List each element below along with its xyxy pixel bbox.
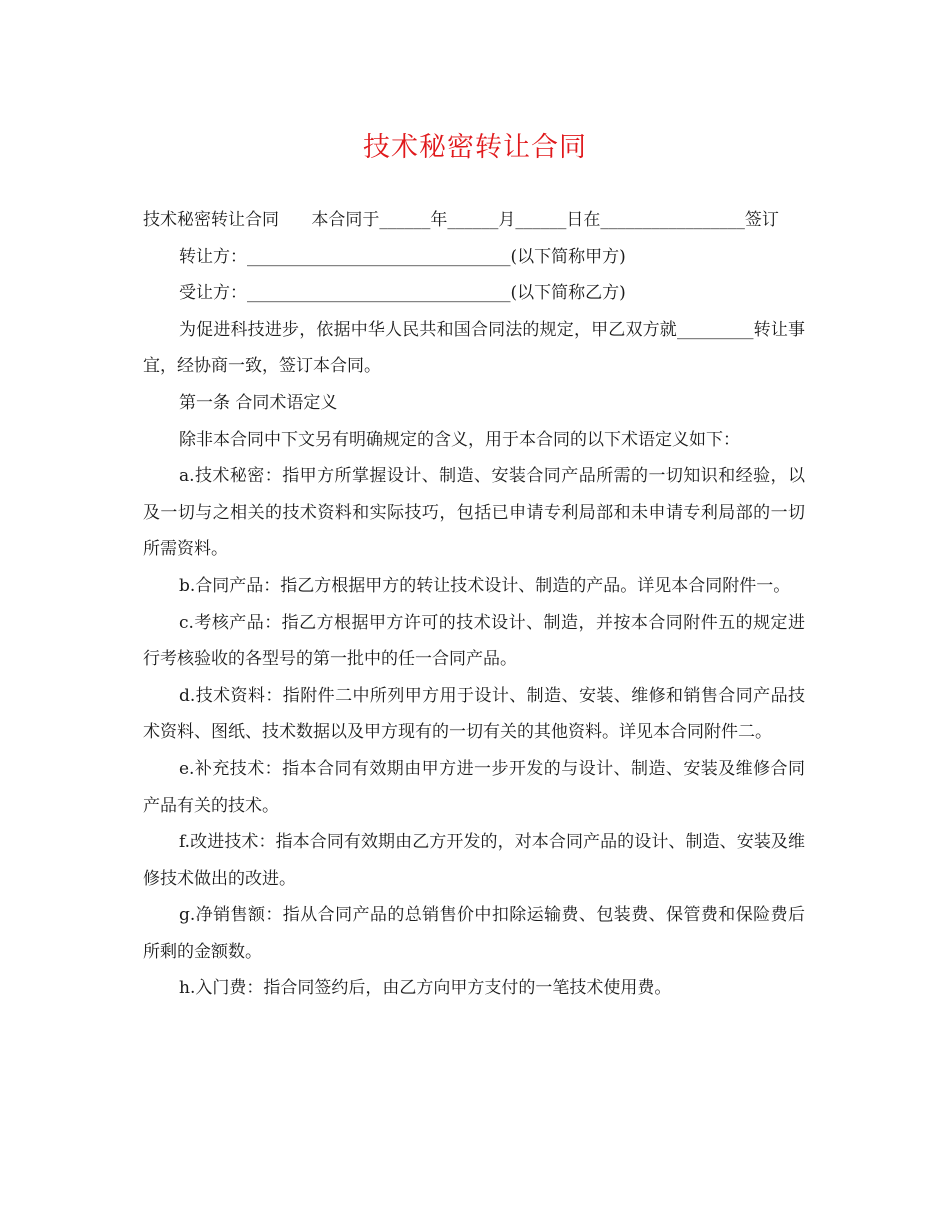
definition-item-e: e.补充技术：指本合同有效期由甲方进一步开发的与设计、制造、安装及维修合同产品有关的技术。 — [143, 758, 805, 816]
contract-header-line: 技术秘密转让合同 本合同于______年______月______日在_________________签订 — [143, 210, 779, 230]
definitions-intro: 除非本合同中下文另有明确规定的含义，用于本合同的以下术语定义如下： — [179, 429, 740, 450]
definition-item-g: g.净销售额：指从合同产品的总销售价中扣除运输费、包装费、保管费和保险费后所剩的金额数。 — [143, 905, 805, 962]
definition-item-a: a.技术秘密：指甲方所掌握设计、制造、安装合同产品所需的一切知识和经验，以及一切与之相关的技术资料和实际技巧，包括已申请专利局部和未申请专利局部的一切所需资料。 — [143, 466, 805, 560]
transferee-line: 受让方：_______________________________(以下简称乙方) — [179, 283, 626, 304]
definition-item-h: h.入门费：指合同签约后，由乙方向甲方支付的一笔技术使用费。 — [179, 978, 672, 999]
document-body — [143, 202, 805, 1007]
definition-item-c: c.考核产品：指乙方根据甲方许可的技术设计、制造，并按本合同附件五的规定进行考核验收的各型号的第一批中的任一合同产品。 — [143, 612, 805, 670]
definition-item-b: b.合同产品：指乙方根据甲方的转让技术设计、制造的产品。详见本合同附件一。 — [179, 575, 791, 596]
definition-item-f: f.改进技术：指本合同有效期由乙方开发的，对本合同产品的设计、制造、安装及维修技术做出的改进。 — [143, 832, 805, 889]
transferor-line: 转让方：_______________________________(以下简称甲方) — [179, 246, 626, 267]
definition-item-d: d.技术资料：指附件二中所列甲方用于设计、制造、安装、维修和销售合同产品技术资料、图纸、技术数据以及甲方现有的一切有关的其他资料。详见本合同附件二。 — [143, 685, 805, 743]
article-heading: 第一条 合同术语定义 — [179, 392, 338, 413]
preamble-paragraph: 为促进科技进步，依据中华人民共和国合同法的规定，甲乙双方就_________转让事宜，经协商一致，签订本合同。 — [143, 319, 805, 377]
document-title: 技术秘密转让合同 — [363, 132, 587, 163]
